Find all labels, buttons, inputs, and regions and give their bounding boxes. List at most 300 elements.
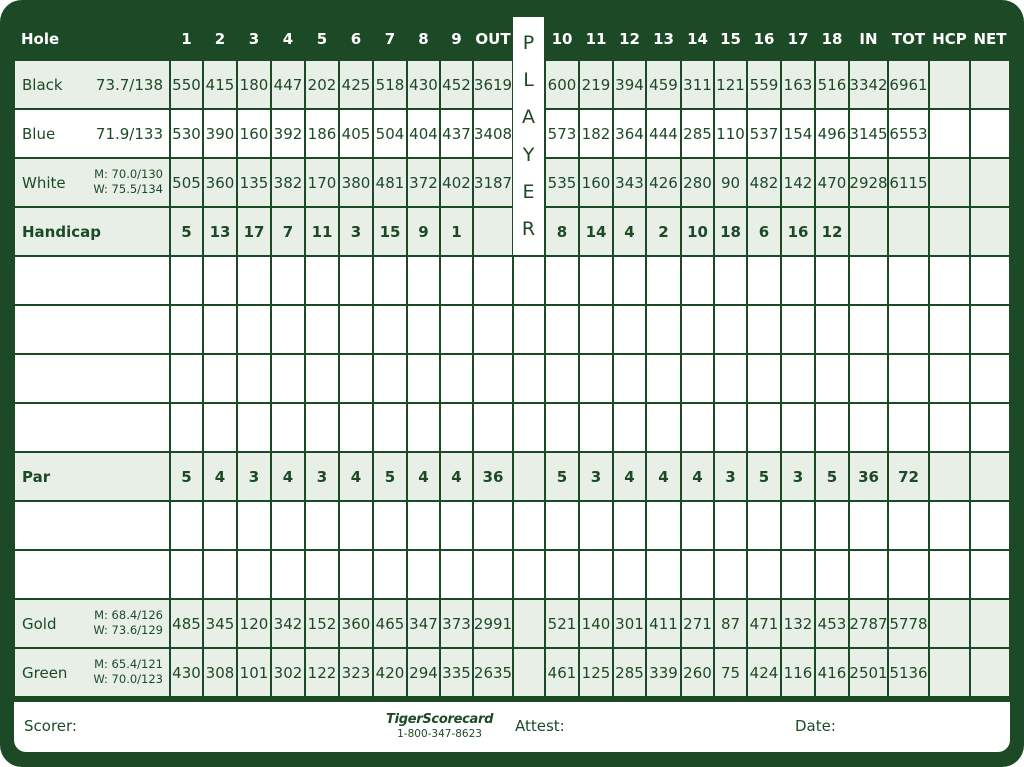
- score-cell: 9: [408, 208, 439, 255]
- score-cell: 14: [580, 208, 612, 255]
- blank-row-label: [15, 355, 169, 402]
- score-cell: 323: [340, 649, 372, 696]
- score-cell: [306, 502, 338, 549]
- score-cell: [408, 355, 439, 402]
- score-cell: [374, 257, 406, 304]
- score-cell: [374, 551, 406, 598]
- score-cell: 461: [546, 649, 578, 696]
- score-cell: 308: [204, 649, 236, 696]
- score-cell: 496: [816, 110, 848, 157]
- tee-rating-line: W: 75.5/134: [93, 182, 163, 196]
- score-cell: 559: [748, 61, 780, 108]
- score-cell: [850, 208, 887, 255]
- score-cell: [374, 502, 406, 549]
- header-front-4: 4: [282, 29, 294, 48]
- score-cell: [614, 404, 645, 451]
- score-cell: 18: [715, 208, 746, 255]
- score-cell: 364: [614, 110, 645, 157]
- score-cell: 5: [748, 453, 780, 500]
- score-cell: [930, 61, 969, 108]
- score-cell: 132: [782, 600, 814, 647]
- score-cell: [238, 502, 270, 549]
- header-front-3: 3: [248, 29, 260, 48]
- score-cell: [647, 306, 680, 353]
- score-cell: [580, 551, 612, 598]
- header-front-out: OUT: [475, 29, 511, 48]
- score-cell: 550: [171, 61, 202, 108]
- header-front-2: 2: [214, 29, 226, 48]
- score-cell: 3: [580, 453, 612, 500]
- score-cell: [748, 355, 780, 402]
- score-cell: 600: [546, 61, 578, 108]
- score-cell: [889, 208, 928, 255]
- score-cell: 426: [647, 159, 680, 206]
- score-cell: 182: [580, 110, 612, 157]
- score-cell: 444: [647, 110, 680, 157]
- score-cell: 430: [408, 61, 439, 108]
- row-label-handicap: Handicap: [15, 208, 169, 255]
- tee-rating-line: M: 68.4/126: [94, 608, 163, 622]
- score-cell: [850, 257, 887, 304]
- score-cell: 343: [614, 159, 645, 206]
- score-cell: 471: [748, 600, 780, 647]
- score-cell: [889, 257, 928, 304]
- tee-rating-line: M: 65.4/121: [94, 657, 163, 671]
- score-cell: 4: [204, 453, 236, 500]
- score-cell: [748, 404, 780, 451]
- score-cell: [715, 551, 746, 598]
- row-label-white: White M: 70.0/130 W: 75.5/134: [15, 159, 169, 206]
- score-cell: 405: [340, 110, 372, 157]
- score-cell: 518: [374, 61, 406, 108]
- score-cell: 101: [238, 649, 270, 696]
- score-cell: [408, 306, 439, 353]
- score-cell: [682, 257, 713, 304]
- score-cell: 17: [238, 208, 270, 255]
- score-cell: 120: [238, 600, 270, 647]
- score-cell: [930, 551, 969, 598]
- score-cell: [816, 306, 848, 353]
- score-cell: 535: [546, 159, 578, 206]
- blank-row-label: [15, 257, 169, 304]
- header-back-11: 11: [585, 29, 607, 48]
- score-cell: [816, 551, 848, 598]
- score-cell: [782, 502, 814, 549]
- score-cell: 6: [748, 208, 780, 255]
- score-cell: [340, 404, 372, 451]
- score-cell: [441, 257, 472, 304]
- score-cell: [546, 404, 578, 451]
- score-cell: 2635: [474, 649, 512, 696]
- score-cell: [546, 306, 578, 353]
- score-cell: [238, 404, 270, 451]
- header-front-8: 8: [418, 29, 429, 48]
- score-cell: [238, 306, 270, 353]
- tee-rating-line: 73.7/138: [95, 76, 163, 94]
- header-front-5: 5: [316, 29, 328, 48]
- score-cell: [614, 502, 645, 549]
- score-cell: 482: [748, 159, 780, 206]
- score-cell: [647, 551, 680, 598]
- score-cell: [971, 355, 1009, 402]
- header-front-6: 6: [350, 29, 362, 48]
- score-cell: [930, 404, 969, 451]
- score-cell: 347: [408, 600, 439, 647]
- player-column-cell: [514, 257, 544, 304]
- score-cell: 6553: [889, 110, 928, 157]
- score-cell: 202: [306, 61, 338, 108]
- score-cell: [850, 306, 887, 353]
- score-cell: 152: [306, 600, 338, 647]
- score-cell: 121: [715, 61, 746, 108]
- score-cell: 4: [682, 453, 713, 500]
- row-label-par: Par: [15, 453, 169, 500]
- score-cell: 110: [715, 110, 746, 157]
- row-label-blue: Blue 71.9/133: [15, 110, 169, 157]
- score-cell: 404: [408, 110, 439, 157]
- score-cell: [682, 551, 713, 598]
- score-cell: [889, 355, 928, 402]
- score-cell: 6961: [889, 61, 928, 108]
- score-cell: [238, 355, 270, 402]
- score-cell: [204, 306, 236, 353]
- header-back-10: 10: [551, 29, 573, 48]
- header-back-in: IN: [859, 29, 878, 48]
- score-cell: 5: [816, 453, 848, 500]
- blank-row-label: [15, 404, 169, 451]
- score-cell: 5778: [889, 600, 928, 647]
- score-cell: [748, 257, 780, 304]
- player-letter: L: [523, 69, 534, 92]
- score-cell: 301: [614, 600, 645, 647]
- score-cell: 90: [715, 159, 746, 206]
- score-cell: [647, 404, 680, 451]
- score-cell: 2: [647, 208, 680, 255]
- score-cell: [816, 404, 848, 451]
- score-cell: [204, 551, 236, 598]
- score-cell: 142: [782, 159, 814, 206]
- score-cell: 2501: [850, 649, 887, 696]
- score-cell: [971, 61, 1009, 108]
- score-cell: [306, 404, 338, 451]
- header-back-12: 12: [619, 29, 640, 48]
- score-cell: 411: [647, 600, 680, 647]
- row-label-green: Green M: 65.4/121 W: 70.0/123: [15, 649, 169, 696]
- score-cell: 140: [580, 600, 612, 647]
- score-cell: [682, 502, 713, 549]
- score-cell: [930, 110, 969, 157]
- score-cell: 219: [580, 61, 612, 108]
- score-cell: [971, 404, 1009, 451]
- score-cell: [441, 306, 472, 353]
- score-cell: [441, 404, 472, 451]
- score-cell: 537: [748, 110, 780, 157]
- score-cell: [614, 355, 645, 402]
- score-cell: [171, 502, 202, 549]
- score-cell: 465: [374, 600, 406, 647]
- score-cell: 163: [782, 61, 814, 108]
- tee-rating: [96, 76, 163, 94]
- score-cell: [782, 355, 814, 402]
- score-cell: [171, 306, 202, 353]
- score-cell: 459: [647, 61, 680, 108]
- row-label-gold: Gold M: 68.4/126 W: 73.6/129: [15, 600, 169, 647]
- score-cell: [682, 306, 713, 353]
- score-cell: [204, 355, 236, 402]
- score-cell: 4: [614, 208, 645, 255]
- score-cell: [204, 404, 236, 451]
- score-cell: 360: [204, 159, 236, 206]
- score-cell: 72: [889, 453, 928, 500]
- score-cell: [306, 306, 338, 353]
- score-cell: [647, 257, 680, 304]
- blank-row-label: [15, 306, 169, 353]
- header-back-17: 17: [787, 29, 809, 48]
- score-cell: [546, 551, 578, 598]
- score-cell: 122: [306, 649, 338, 696]
- score-cell: [614, 257, 645, 304]
- player-column-cell: [514, 649, 544, 696]
- header-back-net: NET: [973, 29, 1007, 48]
- score-cell: 12: [816, 208, 848, 255]
- score-cell: [171, 257, 202, 304]
- score-cell: 11: [306, 208, 338, 255]
- score-cell: 5: [546, 453, 578, 500]
- score-cell: 3: [238, 453, 270, 500]
- score-cell: 382: [272, 159, 304, 206]
- player-column-cell: [514, 404, 544, 451]
- score-cell: [930, 649, 969, 696]
- player-column-cell: [514, 551, 544, 598]
- score-cell: [474, 551, 512, 598]
- score-cell: [580, 502, 612, 549]
- score-cell: [930, 600, 969, 647]
- score-cell: 573: [546, 110, 578, 157]
- score-cell: [441, 502, 472, 549]
- score-cell: [971, 649, 1009, 696]
- scorer-label: Scorer:: [24, 717, 77, 735]
- score-cell: 87: [715, 600, 746, 647]
- score-cell: [340, 355, 372, 402]
- score-cell: 516: [816, 61, 848, 108]
- score-cell: [682, 355, 713, 402]
- tee-rating-line: W: 70.0/123: [93, 672, 163, 686]
- score-cell: 3408: [474, 110, 512, 157]
- score-cell: 3187: [474, 159, 512, 206]
- score-cell: [474, 355, 512, 402]
- logo-brand: TigerScorecard: [386, 712, 494, 727]
- score-cell: 6115: [889, 159, 928, 206]
- score-cell: [374, 355, 406, 402]
- score-cell: [971, 502, 1009, 549]
- score-cell: [374, 306, 406, 353]
- score-cell: [782, 551, 814, 598]
- score-cell: 302: [272, 649, 304, 696]
- score-cell: [272, 551, 304, 598]
- score-cell: [971, 600, 1009, 647]
- score-cell: 3: [306, 453, 338, 500]
- score-cell: [971, 306, 1009, 353]
- score-cell: [546, 355, 578, 402]
- score-cell: [889, 306, 928, 353]
- header-front-9: 9: [451, 29, 462, 48]
- player-letter: R: [521, 217, 536, 240]
- score-cell: [408, 551, 439, 598]
- header-back-15: 15: [720, 29, 741, 48]
- score-cell: 425: [340, 61, 372, 108]
- score-cell: [171, 404, 202, 451]
- tee-rating: [93, 167, 163, 197]
- score-cell: [816, 355, 848, 402]
- header-back-16: 16: [753, 29, 775, 48]
- blank-row-label: [15, 551, 169, 598]
- score-cell: 160: [238, 110, 270, 157]
- score-cell: 4: [272, 453, 304, 500]
- player-column-cell: [514, 453, 544, 500]
- score-cell: 285: [614, 649, 645, 696]
- score-cell: 335: [441, 649, 472, 696]
- score-cell: 5: [171, 453, 202, 500]
- tee-rating: [93, 608, 163, 638]
- blank-row-label: [15, 502, 169, 549]
- score-cell: 2787: [850, 600, 887, 647]
- score-cell: [748, 502, 780, 549]
- score-cell: [971, 551, 1009, 598]
- score-cell: [889, 551, 928, 598]
- score-cell: 4: [340, 453, 372, 500]
- score-cell: [748, 551, 780, 598]
- score-cell: [171, 551, 202, 598]
- score-cell: [782, 306, 814, 353]
- score-cell: [272, 502, 304, 549]
- score-cell: [930, 159, 969, 206]
- score-cell: 415: [204, 61, 236, 108]
- tee-rating: [96, 125, 163, 143]
- score-cell: 116: [782, 649, 814, 696]
- score-cell: [930, 502, 969, 549]
- score-cell: [374, 404, 406, 451]
- score-cell: [474, 502, 512, 549]
- score-cell: 505: [171, 159, 202, 206]
- header-back-18: 18: [821, 29, 843, 48]
- score-cell: 311: [682, 61, 713, 108]
- score-cell: [272, 404, 304, 451]
- score-cell: 7: [272, 208, 304, 255]
- score-cell: [272, 257, 304, 304]
- score-cell: 3145: [850, 110, 887, 157]
- score-cell: [408, 502, 439, 549]
- score-cell: [816, 257, 848, 304]
- score-cell: 5136: [889, 649, 928, 696]
- score-cell: [474, 208, 512, 255]
- row-label-black: Black 73.7/138: [15, 61, 169, 108]
- header-front-7: 7: [384, 29, 396, 48]
- score-cell: 154: [782, 110, 814, 157]
- score-cell: 4: [614, 453, 645, 500]
- score-cell: 470: [816, 159, 848, 206]
- score-cell: 394: [614, 61, 645, 108]
- score-cell: 15: [374, 208, 406, 255]
- score-cell: [647, 355, 680, 402]
- score-cell: 16: [782, 208, 814, 255]
- player-letter: P: [522, 32, 535, 55]
- score-cell: [850, 551, 887, 598]
- score-cell: 186: [306, 110, 338, 157]
- score-cell: [889, 502, 928, 549]
- score-cell: 75: [715, 649, 746, 696]
- score-cell: [340, 257, 372, 304]
- score-cell: [647, 502, 680, 549]
- score-cell: 420: [374, 649, 406, 696]
- score-cell: 452: [441, 61, 472, 108]
- score-cell: [306, 355, 338, 402]
- score-cell: [748, 306, 780, 353]
- score-cell: [930, 306, 969, 353]
- score-cell: 372: [408, 159, 439, 206]
- score-cell: [614, 551, 645, 598]
- logo-phone: 1-800-347-8623: [397, 728, 482, 740]
- score-cell: [580, 355, 612, 402]
- score-cell: 345: [204, 600, 236, 647]
- score-cell: 36: [850, 453, 887, 500]
- score-cell: 380: [340, 159, 372, 206]
- score-cell: [715, 306, 746, 353]
- score-cell: 416: [816, 649, 848, 696]
- score-cell: [715, 502, 746, 549]
- score-cell: 521: [546, 600, 578, 647]
- score-cell: 170: [306, 159, 338, 206]
- score-cell: 447: [272, 61, 304, 108]
- attest-label: Attest:: [515, 717, 565, 735]
- score-cell: 2991: [474, 600, 512, 647]
- score-cell: 260: [682, 649, 713, 696]
- score-cell: 36: [474, 453, 512, 500]
- score-cell: [850, 355, 887, 402]
- score-cell: 437: [441, 110, 472, 157]
- score-cell: [930, 453, 969, 500]
- score-cell: [715, 257, 746, 304]
- score-cell: 1: [441, 208, 472, 255]
- score-cell: 3: [340, 208, 372, 255]
- tee-rating-line: 71.9/133: [95, 125, 163, 143]
- score-cell: 180: [238, 61, 270, 108]
- score-cell: [930, 257, 969, 304]
- score-cell: 280: [682, 159, 713, 206]
- score-cell: [715, 355, 746, 402]
- score-cell: 530: [171, 110, 202, 157]
- score-cell: [474, 404, 512, 451]
- score-cell: [474, 257, 512, 304]
- score-cell: 135: [238, 159, 270, 206]
- score-cell: 481: [374, 159, 406, 206]
- player-column-cell: [514, 306, 544, 353]
- score-cell: [340, 502, 372, 549]
- score-cell: 360: [340, 600, 372, 647]
- score-cell: 402: [441, 159, 472, 206]
- score-cell: 5: [374, 453, 406, 500]
- score-cell: 160: [580, 159, 612, 206]
- header-back-hcp: HCP: [932, 29, 967, 48]
- score-cell: [474, 306, 512, 353]
- score-cell: [971, 453, 1009, 500]
- hole-header: Hole: [21, 29, 60, 48]
- score-cell: 285: [682, 110, 713, 157]
- score-cell: [971, 110, 1009, 157]
- score-cell: [306, 257, 338, 304]
- score-cell: [408, 404, 439, 451]
- tee-rating-line: M: 70.0/130: [94, 167, 163, 181]
- score-cell: [238, 551, 270, 598]
